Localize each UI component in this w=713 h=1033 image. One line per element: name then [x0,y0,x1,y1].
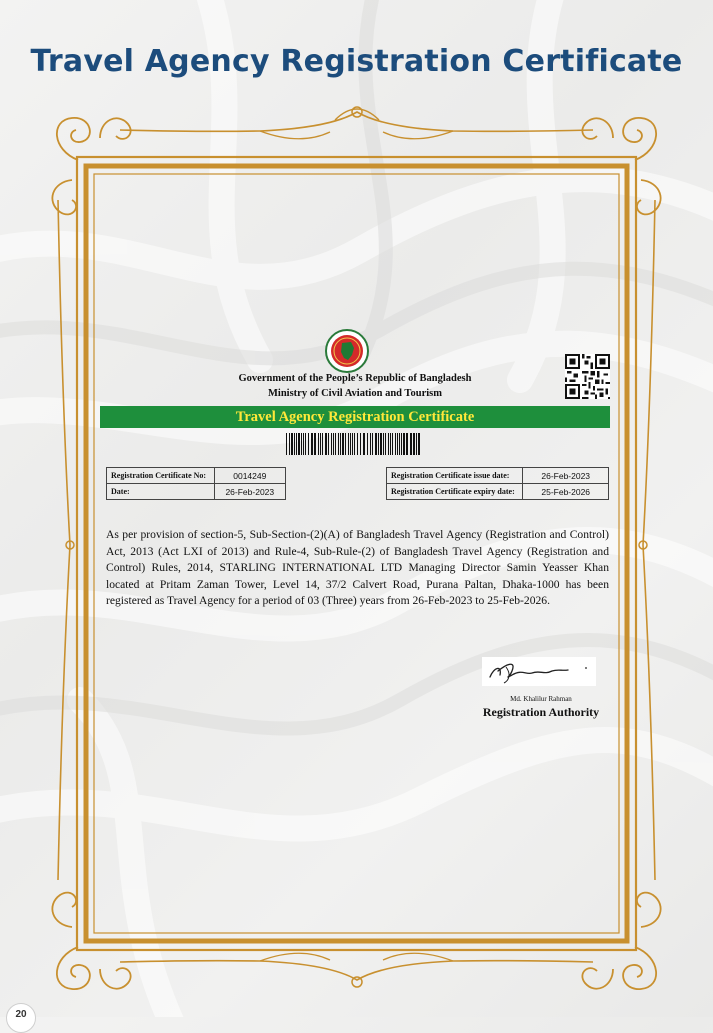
government-header [100,371,610,401]
signatory-title: Registration Authority [482,705,600,719]
barcode-icon [286,433,420,455]
qr-code-icon [565,354,610,399]
signatory-name: Md. Khalilur Rahman [510,695,572,703]
expiry-date-value: 25-Feb-2026 [523,484,609,500]
registration-no-value: 0014249 [214,468,285,484]
government-name: Government of the People’s Republic of Bangladesh [238,373,472,384]
issue-date-label: Registration Certificate issue date: [387,468,523,484]
ministry-name: Ministry of Civil Aviation and Tourism [268,388,442,399]
registration-no-label: Registration Certificate No: [107,468,215,484]
certificate-banner: Travel Agency Registration Certificate [100,406,610,428]
page-title: Travel Agency Registration Certificate [30,44,683,79]
table-row [107,484,286,500]
right-info-table [386,467,609,500]
expiry-date-label: Registration Certificate expiry date: [387,484,523,500]
issue-date-value: 26-Feb-2023 [523,468,609,484]
signature-icon [482,657,596,686]
government-seal-icon [324,328,370,374]
left-info-table [106,467,286,500]
certificate-body: As per provision of section-5, Sub-Section-(2)(A) of Bangladesh Travel Agency (Registration and Control) Act, 2013 (Act LXI of 2013) and Rule-4, Sub-Rule-(2) of Bangladesh Travel Agency (Registration and Control) Rules, 2014, STARLING INTERNATIONAL LTD Managing Director Samin Yeasser Khan located at Pritam Zaman Tower, Level 14, 37/2 Calvert Road, Purana Paltan, Dhaka-1000 has been registered as Travel Agency for a period of 03 (Three) years from 26-Feb-2023 to 25-Feb-2026. [106,528,609,607]
table-row [107,468,286,484]
page-number: 20 [6,1003,36,1033]
table-row [387,484,609,500]
date-label: Date: [107,484,215,500]
table-row [387,468,609,484]
date-value: 26-Feb-2023 [214,484,285,500]
